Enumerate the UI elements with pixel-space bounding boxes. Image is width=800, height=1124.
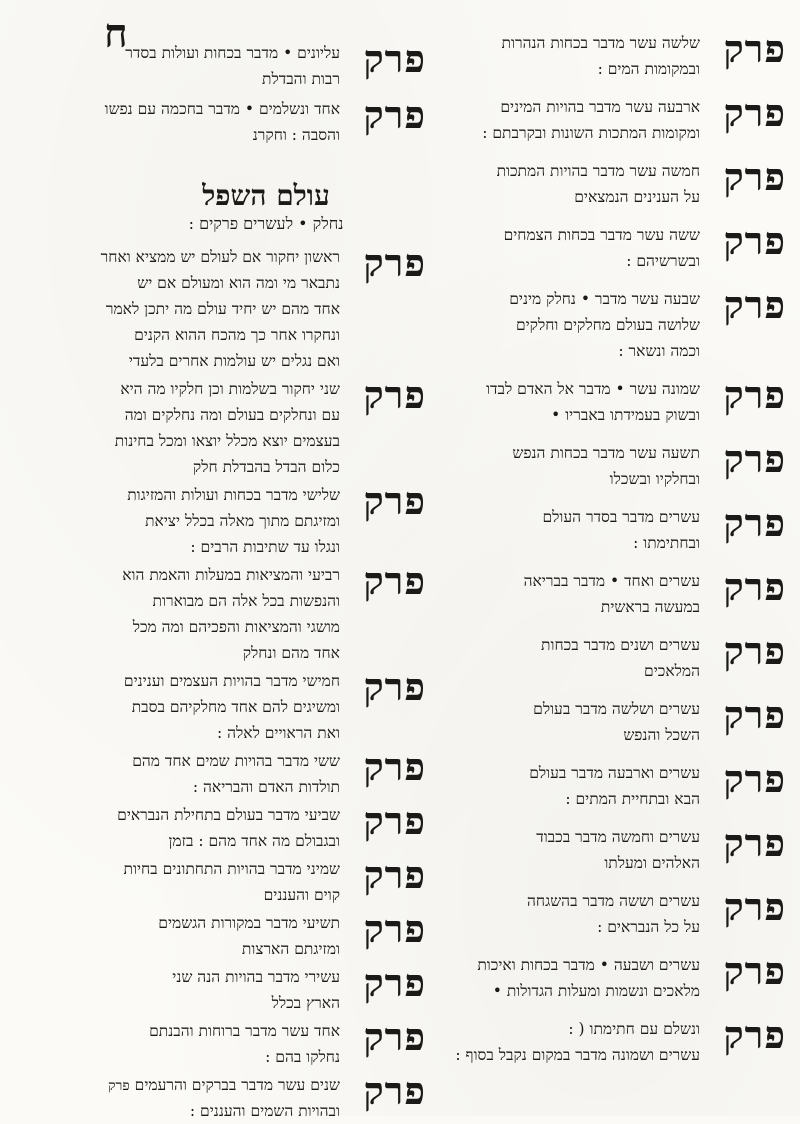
chapter-heading: פרק <box>723 90 786 135</box>
left-column <box>96 0 426 1120</box>
chapter-entry <box>96 372 426 480</box>
chapter-entry <box>436 564 786 620</box>
chapter-heading: פרק <box>723 1012 786 1057</box>
chapter-heading: פרק <box>363 1014 426 1059</box>
chapter-heading: פרק <box>363 92 426 137</box>
chapter-text-line: והסבה : וחקרנ <box>252 126 340 144</box>
chapter-entry <box>96 92 426 148</box>
chapter-entry <box>96 744 426 800</box>
chapter-text-line: אחד מהם ונחלק <box>242 644 340 662</box>
chapter-heading: פרק <box>363 372 426 417</box>
chapter-text-line: ובשוק בעמידתו באבריו • <box>551 406 700 424</box>
chapter-text-line: עשרים ושנים מדבר בכחות <box>541 636 700 654</box>
chapter-text-line: שמונה עשר • מדבר אל האדם לבדו <box>486 380 700 398</box>
chapter-entry <box>96 852 426 908</box>
chapter-text-line: שבעה עשר מדבר • נחלק מינים <box>509 290 700 308</box>
chapter-text-line: שנים עשר מדבר בברקים והרעמים <box>134 1076 340 1094</box>
chapter-text-line: שמיני מדבר בהויות התחתונים בחיות <box>123 860 340 878</box>
right-column <box>436 0 786 1116</box>
chapter-text-line: עשרים וארבעה מדבר בעולם <box>529 764 700 782</box>
chapter-text-line: ששה עשר מדבר בכחות הצמחים <box>503 226 700 244</box>
chapter-entry <box>96 906 426 962</box>
chapter-entry <box>436 820 786 876</box>
chapter-text-line: ומשיגים להם אחד מחלקיהם בסבת <box>131 698 340 716</box>
chapter-heading: פרק <box>723 884 786 929</box>
chapter-heading: פרק <box>723 820 786 865</box>
chapter-entry <box>96 478 426 560</box>
chapter-text-line: ובגבולם מה אחד מהם : בזמן <box>168 832 340 850</box>
chapter-entry <box>436 628 786 684</box>
page-title: עולם השפל <box>202 179 330 212</box>
chapter-text-line: עשרים ושלשה מדבר בעולם <box>533 700 700 718</box>
chapter-heading: פרק <box>363 240 426 285</box>
chapter-heading: פרק <box>363 852 426 897</box>
chapter-text-line: על כל הנבראים : <box>597 918 700 936</box>
chapter-text-line: השכל והנפש <box>623 726 700 744</box>
chapter-text-line: הבא ובתחיית המתים : <box>565 790 700 808</box>
chapter-text-line: אחד עשר מדבר ברוחות והבנתם <box>149 1022 340 1040</box>
chapter-text-line: שלושה בעולם מחלקים וחלקים <box>515 316 700 334</box>
chapter-text-line: עם ונחלקים בעולם ומה נחלקים ומה <box>124 406 340 424</box>
chapter-heading: פרק <box>363 36 426 81</box>
chapter-text-line: וכמה ונשאר : <box>618 342 700 360</box>
chapter-heading: פרק <box>723 282 786 327</box>
chapter-heading: פרק <box>723 628 786 673</box>
chapter-text-line: ששי מדבר בהויות שמים אחד מהם <box>132 752 340 770</box>
chapter-text-line: קוים והעננים <box>263 886 340 904</box>
chapter-entry <box>436 1012 786 1068</box>
chapter-text-line: נתבאר מי ומה הוא ומעולם אם יש <box>137 274 340 292</box>
chapter-entry <box>436 500 786 556</box>
chapter-text-line: כלום הבדל בהבדלת חלק <box>192 458 340 476</box>
chapter-text-line: ובחתימתו : <box>633 534 700 552</box>
chapter-text-line: אחד ונשלמים • מדבר בחכמה עם נפשו <box>104 100 340 118</box>
chapter-text-line: עשרים ושמונה מדבר במקום נקבל בסוף : <box>455 1046 700 1064</box>
chapter-text-line: שני יחקור בשלמות וכן חלקיו מה היא <box>120 380 340 398</box>
chapter-text-line: שביעי מדבר בעולם בתחילת הנבראים <box>117 806 340 824</box>
chapter-text-line: ראשון יחקור אם לעולם יש ממציא ואחר <box>100 248 340 266</box>
chapter-heading: פרק <box>723 500 786 545</box>
chapter-text-line: ומזיגתם הארצות <box>241 940 340 958</box>
chapter-text-line: במעשה בראשית <box>600 598 700 616</box>
chapter-text-line: חמשה עשר מדבר בהויות המתכות <box>496 162 700 180</box>
chapter-entry <box>96 960 426 1016</box>
chapter-heading: פרק <box>363 798 426 843</box>
chapter-entry <box>96 1014 426 1070</box>
chapter-text-line: ארבעה עשר מדבר בהויות המינים <box>500 98 700 116</box>
chapter-text-line: ומזיגתם מתוך מאלה בכלל יציאת <box>145 512 340 530</box>
page-subtitle: נחלק • לעשרים פרקים : <box>188 214 344 233</box>
chapter-heading: פרק <box>363 906 426 951</box>
chapter-text-line: ובמקומות המים : <box>597 60 700 78</box>
chapter-text-line: אחד מהם יש יחיד עולם מה יתכן לאמר <box>105 300 340 318</box>
chapter-text-line: מושגי והמציאות והפכיהם ומה מכל <box>132 618 340 636</box>
chapter-text-line: המלאכים <box>644 662 700 680</box>
chapter-text-line: רביעי והמציאות במעלות והאמת הוא <box>122 566 340 584</box>
chapter-text-line: עשרים ואחד • מדבר בבריאה <box>523 572 700 590</box>
chapter-text-line: מלאכים ונשמות ומעלות הגדולות • <box>492 982 700 1000</box>
chapter-entry <box>436 692 786 748</box>
chapter-text-line: תולדות האדם והבריאה : <box>192 778 340 796</box>
chapter-entry <box>436 154 786 210</box>
chapter-text-line: עשרים מדבר בסדר העולם <box>542 508 700 526</box>
chapter-text-line: הארץ בכלל <box>271 994 340 1012</box>
chapter-text-line: והנפשות בכל אלה הם מבוארות <box>152 592 340 610</box>
chapter-entry <box>436 884 786 940</box>
chapter-heading: פרק <box>723 564 786 609</box>
chapter-text-line: עשרים וחמשה מדבר בכבוד <box>536 828 700 846</box>
chapter-text-line: ובהויות השמים והעננים : <box>189 1102 340 1120</box>
chapter-heading: פרק <box>723 26 786 71</box>
chapter-heading: פרק <box>723 372 786 417</box>
chapter-entry <box>436 756 786 812</box>
chapter-heading: פרק <box>363 960 426 1005</box>
chapter-text-line: בעצמים יוצא מכלל יוצאו ומכל בחינות <box>114 432 340 450</box>
chapter-text-line: ומקומות המתכות השונות ובקרבתם : <box>482 124 700 142</box>
chapter-heading: פרק <box>723 218 786 263</box>
chapter-entry <box>436 218 786 274</box>
chapter-entry <box>436 436 786 492</box>
chapter-entry <box>436 90 786 146</box>
chapter-heading: פרק <box>363 744 426 789</box>
footer-catchword: פרק <box>108 1078 130 1094</box>
chapter-text-line: ובחלקיו ובשכלו <box>609 470 700 488</box>
chapter-text-line: האלהים ומעלתו <box>604 854 700 872</box>
chapter-entry <box>436 282 786 364</box>
chapter-text-line: נחלקו בהם : <box>265 1048 340 1066</box>
chapter-text-line: ונגלו עד שתיבות הרבים : <box>190 538 340 556</box>
chapter-text-line: שלשה עשר מדבר בכחות הנהרות <box>501 34 700 52</box>
chapter-entry <box>96 798 426 854</box>
chapter-text-line: על הענינים הנמצאים <box>574 188 700 206</box>
chapter-entry <box>96 1068 426 1124</box>
chapter-text-line: תשעה עשר מדבר בכחות הנפש <box>512 444 700 462</box>
chapter-text-line: שלישי מדבר בכחות ועולות והמזיגות <box>127 486 340 504</box>
chapter-heading: פרק <box>723 692 786 737</box>
chapter-text-line: ונשלם עם חתימתו ( : <box>568 1020 700 1038</box>
chapter-text-line: חמישי מדבר בהויות העצמים וענינים <box>123 672 340 690</box>
chapter-text-line: ואת הראויים לאלה : <box>216 724 340 742</box>
chapter-text-line: ונחקרו אחר כך מהכח ההוא הקנים <box>134 326 340 344</box>
chapter-entry <box>436 26 786 82</box>
chapter-entry <box>436 948 786 1004</box>
chapter-entry <box>96 664 426 746</box>
chapter-entry <box>96 240 426 374</box>
chapter-text-line: עשרים ושבעה • מדבר בכחות ואיכות <box>477 956 700 974</box>
chapter-text-line: ואם נגלים יש עולמות אחרים בלעדי <box>128 352 340 370</box>
chapter-text-line: עשירי מדבר בהויות הנה שני <box>172 968 340 986</box>
chapter-text-line: עליונים • מדבר בכחות ועולות בסדר <box>125 44 340 62</box>
chapter-entry <box>96 558 426 666</box>
chapter-heading: פרק <box>723 436 786 481</box>
chapter-heading: פרק <box>723 756 786 801</box>
chapter-text-line: תשיעי מדבר במקורות הגשמים <box>158 914 340 932</box>
chapter-heading: פרק <box>723 154 786 199</box>
chapter-heading: פרק <box>363 558 426 603</box>
chapter-heading: פרק <box>363 664 426 709</box>
chapter-text-line: ובשרשיהם : <box>626 252 700 270</box>
chapter-text-line: רבות והבדלת <box>262 70 340 88</box>
page-letter: ח <box>104 10 128 57</box>
chapter-entry <box>436 372 786 428</box>
chapter-entry <box>96 36 426 92</box>
chapter-heading: פרק <box>723 948 786 993</box>
chapter-text-line: עשרים וששה מדבר בהשגחה <box>527 892 700 910</box>
chapter-heading: פרק <box>363 478 426 523</box>
chapter-heading: פרק <box>363 1068 426 1113</box>
